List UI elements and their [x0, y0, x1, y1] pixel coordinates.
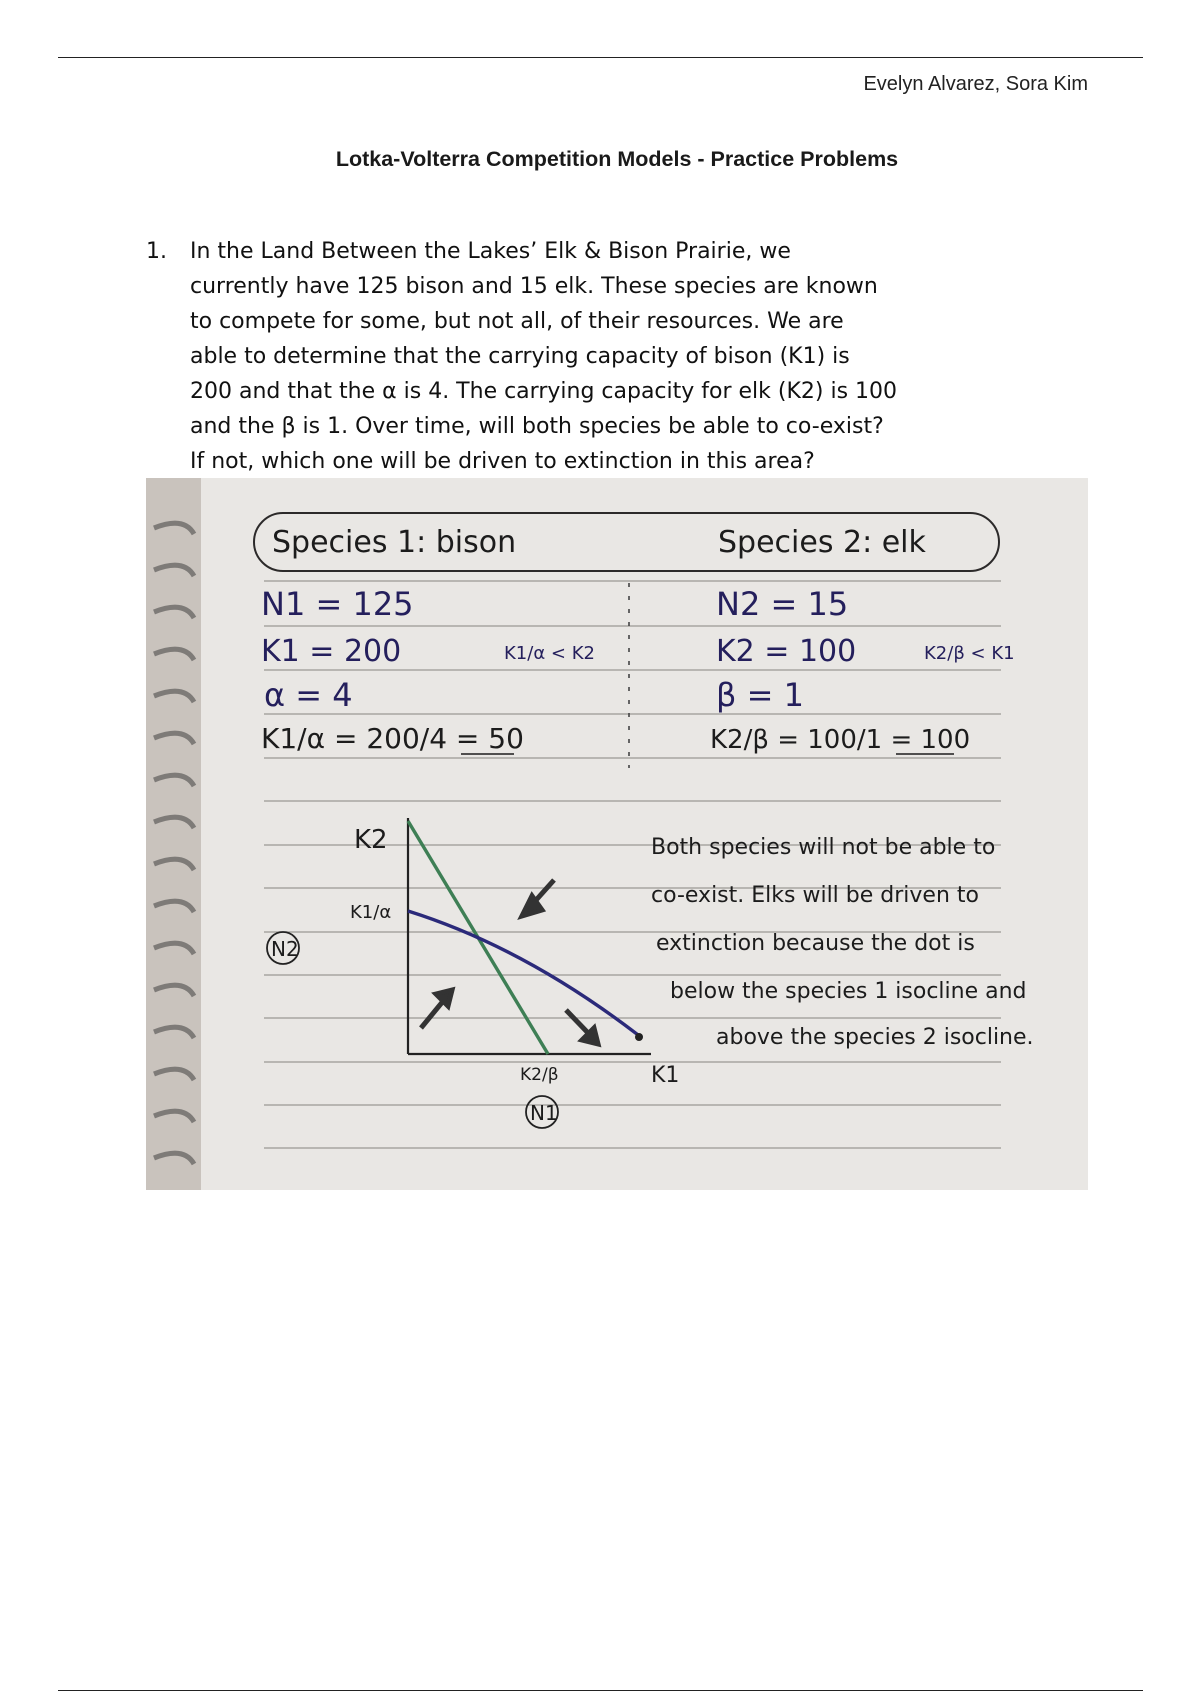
- problem-line: 200 and that the α is 4. The carrying capacity for elk (K2) is 100: [190, 379, 898, 404]
- k1-alpha-ratio: K1/α = 200/4 = 50: [261, 722, 524, 755]
- spiral-binding: [146, 478, 201, 1190]
- problem-number: 1.: [146, 239, 167, 264]
- beta-value: β = 1: [716, 676, 804, 714]
- species-2-header: Species 2: elk: [718, 525, 926, 560]
- answer-line: Both species will not be able to: [651, 835, 996, 860]
- y-tick-k2: K2: [354, 825, 388, 855]
- x-tick-k1: K1: [651, 1063, 680, 1088]
- document-title: Lotka-Volterra Competition Models - Practice Problems: [335, 147, 899, 171]
- problem-line: currently have 125 bison and 15 elk. These species are known: [190, 274, 878, 299]
- problem-line: able to determine that the carrying capacity of bison (K1) is: [190, 344, 850, 369]
- species-1-header: Species 1: bison: [272, 525, 517, 560]
- problem-line: In the Land Between the Lakes’ Elk & Bison Prairie, we: [190, 239, 791, 264]
- bottom-rule: [58, 1690, 1143, 1691]
- x-axis-label: N1: [530, 1101, 558, 1125]
- answer-line: below the species 1 isocline and: [670, 979, 1027, 1004]
- notebook-drawing: [146, 478, 1088, 1190]
- k2-value: K2 = 100: [716, 634, 857, 669]
- x-tick-k2-beta: K2/β: [520, 1065, 559, 1085]
- problem-text: [190, 234, 946, 479]
- k1-value: K1 = 200: [261, 634, 402, 669]
- population-dot: [635, 1033, 643, 1041]
- n1-value: N1 = 125: [261, 585, 414, 623]
- problem-1: [146, 234, 946, 479]
- alpha-value: α = 4: [264, 676, 353, 714]
- k2-beta-ratio: K2/β = 100/1 = 100: [710, 725, 971, 755]
- notebook-photo: [146, 478, 1088, 1190]
- author-names: Evelyn Alvarez, Sora Kim: [863, 73, 1088, 95]
- top-rule: [58, 57, 1143, 58]
- problem-line: If not, which one will be driven to extinction in this area?: [190, 449, 815, 474]
- problem-line: to compete for some, but not all, of their resources. We are: [190, 309, 844, 334]
- n2-value: N2 = 15: [716, 585, 849, 623]
- k1-alpha-compare: K1/α < K2: [504, 643, 595, 664]
- y-tick-k1-alpha: K1/α: [350, 902, 392, 923]
- answer-line: co-exist. Elks will be driven to: [651, 883, 979, 908]
- answer-line: extinction because the dot is: [656, 931, 975, 956]
- answer-line: above the species 2 isocline.: [716, 1025, 1034, 1050]
- y-axis-label: N2: [271, 937, 299, 961]
- k2-beta-compare: K2/β < K1: [924, 643, 1015, 664]
- problem-line: and the β is 1. Over time, will both species be able to co-exist?: [190, 414, 884, 439]
